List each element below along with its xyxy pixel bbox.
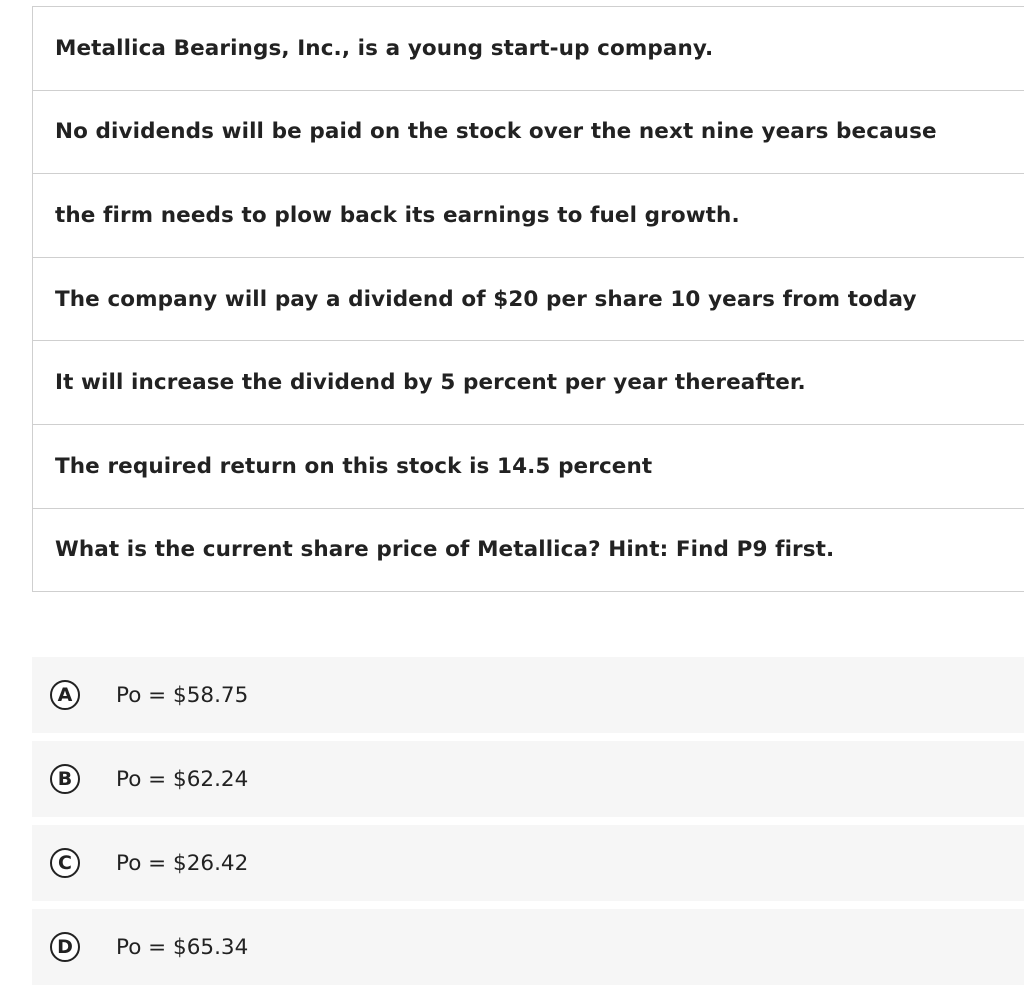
question-row — [33, 174, 1024, 258]
question-text: Metallica Bearings, Inc., is a young start-up company. — [55, 35, 714, 61]
question-row — [33, 7, 1024, 91]
option-letter-badge: A — [50, 680, 80, 710]
question-row — [33, 509, 1024, 593]
question-text: No dividends will be paid on the stock over the next nine years because — [55, 119, 937, 145]
question-text: The required return on this stock is 14.5 percent — [55, 453, 653, 479]
question-text: What is the current share price of Metallica? Hint: Find P9 first. — [55, 537, 835, 563]
option-text: Po = $65.34 — [116, 934, 249, 960]
question-text: the firm needs to plow back its earnings to fuel growth. — [55, 202, 740, 228]
option-letter-badge: C — [50, 848, 80, 878]
answer-option-a[interactable] — [32, 657, 1024, 733]
answer-option-b[interactable] — [32, 741, 1024, 817]
option-text: Po = $62.24 — [116, 766, 249, 792]
question-row — [33, 91, 1024, 175]
answer-option-d[interactable] — [32, 909, 1024, 985]
question-row — [33, 341, 1024, 425]
question-text: It will increase the dividend by 5 percent per year thereafter. — [55, 370, 806, 396]
option-text: Po = $58.75 — [116, 682, 249, 708]
question-row — [33, 425, 1024, 509]
question-row — [33, 258, 1024, 342]
question-table — [32, 6, 1024, 592]
question-text: The company will pay a dividend of $20 per share 10 years from today — [55, 286, 917, 312]
answer-option-c[interactable] — [32, 825, 1024, 901]
option-letter-badge: D — [50, 932, 80, 962]
option-letter-badge: B — [50, 764, 80, 794]
answer-options — [32, 657, 1024, 993]
option-text: Po = $26.42 — [116, 850, 249, 876]
